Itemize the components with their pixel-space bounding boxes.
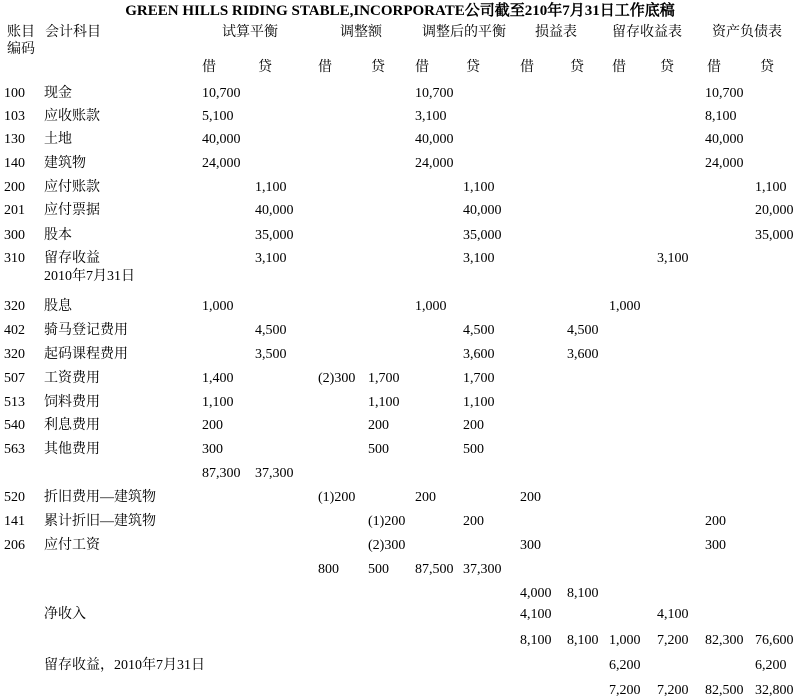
cell-code: 201 bbox=[4, 203, 25, 218]
cell-code: 103 bbox=[4, 109, 25, 124]
cell-atb-dr: 3,100 bbox=[415, 109, 447, 124]
cell-tb-cr: 3,500 bbox=[255, 347, 287, 362]
cell-is-dr: 4,000 bbox=[520, 586, 552, 601]
cell-code: 320 bbox=[4, 347, 25, 362]
cell-atb-cr: 40,000 bbox=[463, 203, 502, 218]
cell-tb-cr: 1,100 bbox=[255, 180, 287, 195]
cell-is-cr: 8,100 bbox=[567, 633, 599, 648]
cell-code: 100 bbox=[4, 86, 25, 101]
worksheet-title: GREEN HILLS RIDING STABLE,INCORPORATE公司截至210年7月31日工作底稿 bbox=[125, 3, 675, 19]
cell-account: 应收账款 bbox=[44, 109, 100, 124]
header-adjusted-trial-balance: 调整后的平衡 bbox=[422, 25, 506, 40]
cell-account: 股息 bbox=[44, 299, 72, 314]
header-credit-4: 贷 bbox=[570, 60, 584, 75]
cell-tb-cr: 4,500 bbox=[255, 323, 287, 338]
cell-atb-cr: 3,600 bbox=[463, 347, 495, 362]
cell-atb-dr: 10,700 bbox=[415, 86, 454, 101]
cell-bs-dr: 8,100 bbox=[705, 109, 737, 124]
cell-account: 起码课程费用 bbox=[44, 347, 128, 362]
cell-atb-dr: 200 bbox=[415, 490, 436, 505]
header-code: 账目编码 bbox=[7, 25, 35, 57]
cell-bs-dr: 40,000 bbox=[705, 132, 744, 147]
cell-is-dr: 300 bbox=[520, 538, 541, 553]
cell-account: 应付工资 bbox=[44, 538, 100, 553]
cell-tb-cr: 37,300 bbox=[255, 466, 294, 481]
cell-account: 应付账款 bbox=[44, 180, 100, 195]
cell-atb-dr: 24,000 bbox=[415, 156, 454, 171]
header-retained-earnings: 留存收益表 bbox=[612, 25, 682, 40]
cell-code: 402 bbox=[4, 323, 25, 338]
cell-is-dr: 8,100 bbox=[520, 633, 552, 648]
cell-code: 520 bbox=[4, 490, 25, 505]
cell-tb-dr: 1,000 bbox=[202, 299, 234, 314]
cell-account: 饲料费用 bbox=[44, 395, 100, 410]
cell-code: 507 bbox=[4, 371, 25, 386]
cell-re-cr: 7,200 bbox=[657, 633, 689, 648]
cell-account: 现金 bbox=[44, 86, 72, 101]
cell-bs-cr: 6,200 bbox=[755, 658, 787, 673]
cell-account: 股本 bbox=[44, 228, 72, 243]
cell-atb-cr: 1,100 bbox=[463, 180, 495, 195]
cell-adj-dr: (2)300 bbox=[318, 371, 356, 386]
header-debit-6: 借 bbox=[707, 60, 721, 75]
header-income-statement: 损益表 bbox=[535, 25, 577, 40]
cell-atb-dr: 87,500 bbox=[415, 562, 454, 577]
cell-re-cr: 4,100 bbox=[657, 607, 689, 622]
cell-adj-cr: 500 bbox=[368, 562, 389, 577]
cell-bs-cr: 76,600 bbox=[755, 633, 794, 648]
cell-account: 留存收益 bbox=[44, 251, 100, 266]
cell-is-dr: 200 bbox=[520, 490, 541, 505]
cell-code: 206 bbox=[4, 538, 25, 553]
header-credit-3: 贷 bbox=[466, 60, 480, 75]
cell-account: 工资费用 bbox=[44, 371, 100, 386]
cell-tb-dr: 200 bbox=[202, 418, 223, 433]
cell-atb-cr: 3,100 bbox=[463, 251, 495, 266]
cell-bs-dr: 10,700 bbox=[705, 86, 744, 101]
cell-account: 应付票据 bbox=[44, 203, 100, 218]
header-debit-1: 借 bbox=[202, 60, 216, 75]
cell-atb-cr: 37,300 bbox=[463, 562, 502, 577]
header-balance-sheet: 资产负债表 bbox=[712, 25, 782, 40]
cell-account: 留存收益，2010年7月31日 bbox=[44, 658, 205, 673]
cell-tb-cr: 35,000 bbox=[255, 228, 294, 243]
cell-bs-cr: 35,000 bbox=[755, 228, 794, 243]
cell-bs-cr: 32,800 bbox=[755, 683, 794, 698]
cell-adj-cr: 200 bbox=[368, 418, 389, 433]
cell-account: 累计折旧—建筑物 bbox=[44, 514, 156, 529]
cell-bs-dr: 200 bbox=[705, 514, 726, 529]
cell-code: 513 bbox=[4, 395, 25, 410]
header-credit-6: 贷 bbox=[760, 60, 774, 75]
cell-account: 骑马登记费用 bbox=[44, 323, 128, 338]
cell-atb-cr: 200 bbox=[463, 418, 484, 433]
cell-atb-dr: 40,000 bbox=[415, 132, 454, 147]
cell-account: 净收入 bbox=[44, 607, 86, 622]
cell-atb-cr: 4,500 bbox=[463, 323, 495, 338]
cell-adj-cr: 1,100 bbox=[368, 395, 400, 410]
cell-code: 200 bbox=[4, 180, 25, 195]
cell-atb-dr: 1,000 bbox=[415, 299, 447, 314]
cell-tb-dr: 1,400 bbox=[202, 371, 234, 386]
cell-adj-cr: (2)300 bbox=[368, 538, 406, 553]
cell-is-cr: 3,600 bbox=[567, 347, 599, 362]
cell-atb-cr: 35,000 bbox=[463, 228, 502, 243]
header-debit-2: 借 bbox=[318, 60, 332, 75]
cell-adj-cr: (1)200 bbox=[368, 514, 406, 529]
cell-code: 540 bbox=[4, 418, 25, 433]
cell-bs-dr: 82,300 bbox=[705, 633, 744, 648]
cell-adj-dr: 800 bbox=[318, 562, 339, 577]
header-debit-5: 借 bbox=[612, 60, 626, 75]
header-trial-balance: 试算平衡 bbox=[222, 25, 278, 40]
cell-atb-cr: 200 bbox=[463, 514, 484, 529]
header-adjustments: 调整额 bbox=[340, 25, 382, 40]
cell-tb-cr: 40,000 bbox=[255, 203, 294, 218]
cell-tb-dr: 40,000 bbox=[202, 132, 241, 147]
cell-is-cr: 8,100 bbox=[567, 586, 599, 601]
cell-account: 土地 bbox=[44, 132, 72, 147]
cell-code: 140 bbox=[4, 156, 25, 171]
cell-re-dr: 1,000 bbox=[609, 633, 641, 648]
cell-adj-cr: 1,700 bbox=[368, 371, 400, 386]
cell-atb-cr: 1,700 bbox=[463, 371, 495, 386]
cell-code: 310 bbox=[4, 251, 25, 266]
cell-atb-cr: 500 bbox=[463, 442, 484, 457]
cell-account-line2: 2010年7月31日 bbox=[44, 269, 135, 284]
cell-re-cr: 3,100 bbox=[657, 251, 689, 266]
cell-tb-dr: 24,000 bbox=[202, 156, 241, 171]
cell-atb-cr: 1,100 bbox=[463, 395, 495, 410]
header-credit-5: 贷 bbox=[660, 60, 674, 75]
cell-bs-dr: 24,000 bbox=[705, 156, 744, 171]
cell-code: 320 bbox=[4, 299, 25, 314]
header-account: 会计科目 bbox=[45, 25, 101, 40]
header-credit-1: 贷 bbox=[258, 60, 272, 75]
cell-bs-cr: 1,100 bbox=[755, 180, 787, 195]
header-debit-4: 借 bbox=[520, 60, 534, 75]
cell-bs-dr: 300 bbox=[705, 538, 726, 553]
header-credit-2: 贷 bbox=[371, 60, 385, 75]
cell-re-dr: 7,200 bbox=[609, 683, 641, 698]
cell-tb-dr: 87,300 bbox=[202, 466, 241, 481]
cell-tb-dr: 300 bbox=[202, 442, 223, 457]
cell-account: 折旧费用—建筑物 bbox=[44, 490, 156, 505]
cell-code: 300 bbox=[4, 228, 25, 243]
cell-is-cr: 4,500 bbox=[567, 323, 599, 338]
cell-adj-dr: (1)200 bbox=[318, 490, 356, 505]
cell-adj-cr: 500 bbox=[368, 442, 389, 457]
cell-re-dr: 6,200 bbox=[609, 658, 641, 673]
cell-tb-dr: 10,700 bbox=[202, 86, 241, 101]
cell-bs-dr: 82,500 bbox=[705, 683, 744, 698]
cell-re-dr: 1,000 bbox=[609, 299, 641, 314]
cell-bs-cr: 20,000 bbox=[755, 203, 794, 218]
header-debit-3: 借 bbox=[415, 60, 429, 75]
cell-account: 建筑物 bbox=[44, 156, 86, 171]
cell-tb-cr: 3,100 bbox=[255, 251, 287, 266]
cell-code: 563 bbox=[4, 442, 25, 457]
cell-tb-dr: 1,100 bbox=[202, 395, 234, 410]
cell-tb-dr: 5,100 bbox=[202, 109, 234, 124]
cell-is-dr: 4,100 bbox=[520, 607, 552, 622]
cell-account: 利息费用 bbox=[44, 418, 100, 433]
cell-account: 其他费用 bbox=[44, 442, 100, 457]
cell-code: 141 bbox=[4, 514, 25, 529]
cell-code: 130 bbox=[4, 132, 25, 147]
cell-re-cr: 7,200 bbox=[657, 683, 689, 698]
